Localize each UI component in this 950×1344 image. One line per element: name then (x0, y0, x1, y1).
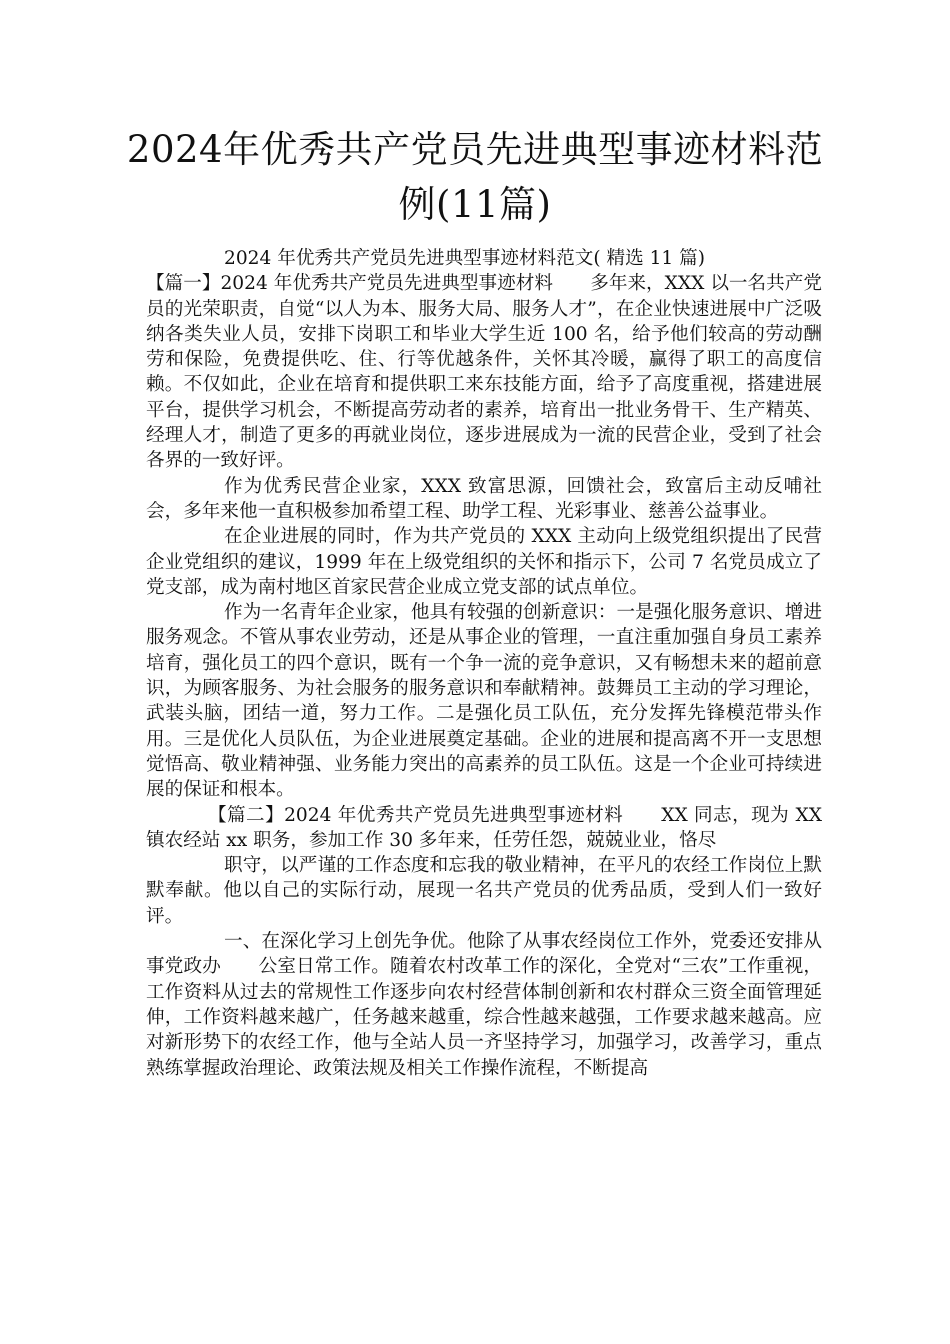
body-paragraph: 作为优秀民营企业家，XXX 致富思源，回馈社会，致富后主动反哺社会，多年来他一直积极参加希望工程、助学工程、光彩事业、慈善公益事业。 (146, 475, 822, 522)
section-one-paragraph: 【篇一】2024 年优秀共产党员先进典型事迹材料 多年来，XXX 以一名共产党员的光荣职责，自觉“以人为本、服务大局、服务人才”，在企业快速进展中广泛吸纳各类失业人员，安排下岗职工和毕业大学生近 100 名，给予他们较高的劳动酬劳和保险，免费提供吃、住、行等优越条件，关怀其冷暖，赢得了职工的高度信赖。不仅如此，企业在培育和提供职工来东技能方面，给予了高度重视，搭建进展平台，提供学习机会，不断提高劳动者的素养，培育出一批业务骨干、生产精英、经理人才，制造了更多的再就业岗位，逐步进展成为一流的民营企业，受到了社会各界的一致好评。 (146, 273, 822, 472)
section-two-paragraph: 【篇二】2024 年优秀共产党员先进典型事迹材料 XX 同志，现为 XX 镇农经站 xx 职务，参加工作 30 多年来，任劳任怨，兢兢业业，恪尽 (146, 804, 822, 851)
body-paragraph: 职守，以严谨的工作态度和忘我的敬业精神，在平凡的农经工作岗位上默默奉献。他以自己的实际行动，展现一名共产党员的优秀品质，受到人们一致好评。 (146, 855, 822, 927)
document-title: 2024年优秀共产党员先进典型事迹材料范例(11篇) (126, 128, 824, 226)
document-subtitle-paragraph: 2024 年优秀共产党员先进典型事迹材料范文( 精选 11 篇) (224, 248, 706, 269)
body-paragraph: 一、在深化学习上创先争优。他除了从事农经岗位工作外，党委还安排从事党政办 公室日常工作。随着农村改革工作的深化，全党对“三农”工作重视，工作资料从过去的常规性工作逐步向农村经营体制创新和农村群众三资全面管理延伸，工作资料越来越广，任务越来越重，综合性越来越强，工作要求越来越高。应对新形势下的农经工作，他与全站人员一齐坚持学习，加强学习，改善学习，重点熟练掌握政治理论、政策法规及相关工作操作流程，不断提高 (146, 931, 822, 1079)
body-paragraph: 在企业进展的同时，作为共产党员的 XXX 主动向上级党组织提出了民营企业党组织的建议，1999 年在上级党组织的关怀和指示下，公司 7 名党员成立了党支部，成为南村地区首家民营企业成立党支部的试点单位。 (146, 526, 822, 598)
body-paragraph: 作为一名青年企业家，他具有较强的创新意识：一是强化服务意识、增进服务观念。不管从事农业劳动，还是从事企业的管理，一直注重加强自身员工素养培育，强化员工的四个意识，既有一个争一流的竞争意识，又有畅想未来的超前意识，为顾客服务、为社会服务的服务意识和奉献精神。鼓舞员工主动的学习理论，武装头脑，团结一道，努力工作。二是强化员工队伍，充分发挥先锋模范带头作用。三是优化人员队伍，为企业进展奠定基础。企业的进展和提高离不开一支思想觉悟高、敬业精神强、业务能力突出的高素养的员工队伍。这是一个企业可持续进展的保证和根本。 (146, 602, 822, 801)
document-body (146, 246, 822, 1081)
